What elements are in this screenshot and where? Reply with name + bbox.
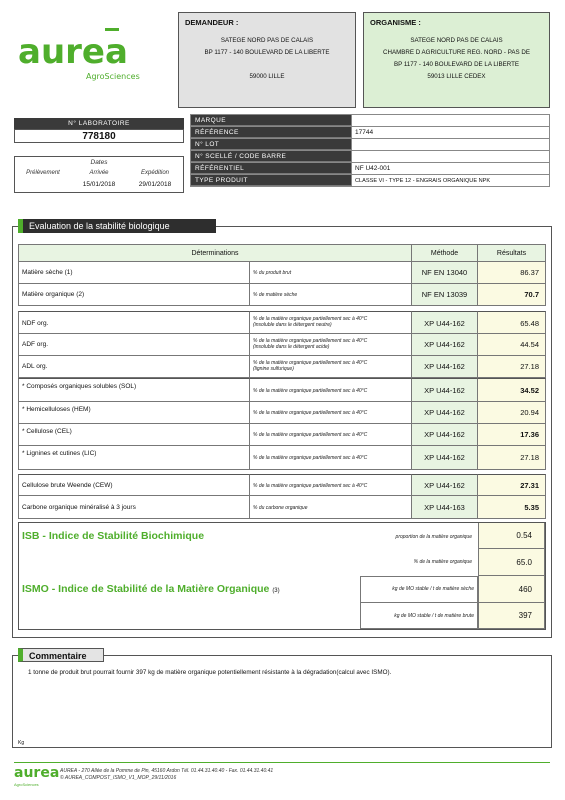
footer-divider bbox=[14, 762, 550, 763]
row-name-cell bbox=[18, 446, 250, 470]
lab-number-label: N° LABORATOIRE bbox=[14, 118, 184, 129]
ismo-unit-2: kg de MO stable / t de matière sèche bbox=[392, 586, 474, 592]
footer-text bbox=[60, 768, 273, 782]
footer-address: AUREA - 270 Allée de la Pomme de Pin, 45160 Ardon Tél. 01.44.31.40.40 - Fax. 01.44.31.40.41 bbox=[60, 768, 274, 774]
row-unit-cell bbox=[250, 424, 412, 446]
product-value: 17744 bbox=[351, 127, 549, 138]
date-value-prelevement bbox=[15, 181, 71, 191]
product-row bbox=[191, 175, 549, 187]
dates-headers bbox=[15, 170, 183, 178]
ismo-unit-3: kg de MO stable / t de matière brute bbox=[394, 613, 474, 619]
row-unit: % de matière sèche bbox=[253, 292, 298, 298]
footer-version: © AUREA_COMPOST_ISMO_V1_MOP_29/11/2016 bbox=[60, 775, 177, 781]
row-name-cell bbox=[18, 378, 250, 402]
product-row bbox=[191, 115, 549, 127]
row-name-cell bbox=[18, 474, 250, 496]
row-unit-cell bbox=[250, 262, 412, 284]
row-name-cell bbox=[18, 424, 250, 446]
row-method: XP U44-163 bbox=[412, 496, 478, 519]
row-name-cell bbox=[18, 496, 250, 519]
ismo-value-3: 397 bbox=[478, 603, 545, 629]
isb-value: 0.54 bbox=[478, 523, 545, 549]
organisme-line: CHAMBRE D AGRICULTURE REG. NORD - PAS DE bbox=[383, 49, 530, 56]
product-value: NF U42-001 bbox=[351, 163, 549, 174]
header-resultats: Résultats bbox=[478, 244, 546, 262]
dates-values bbox=[15, 181, 183, 191]
dates-title: Dates bbox=[90, 159, 108, 166]
dates-box bbox=[14, 156, 184, 193]
row-unit: % de la matière organique partiellement sec à 40°C bbox=[253, 316, 368, 322]
ismo-value-2: 460 bbox=[478, 576, 545, 603]
row-name: Matière organique (2) bbox=[22, 291, 85, 298]
demandeur-box bbox=[178, 12, 356, 108]
row-method: XP U44-162 bbox=[412, 356, 478, 378]
row-method: XP U44-162 bbox=[412, 378, 478, 402]
row-result: 17.36 bbox=[478, 424, 546, 446]
row-unit-detail: (insoluble dans le détergent acide) bbox=[253, 344, 330, 350]
demandeur-line: SATEGE NORD PAS DE CALAIS bbox=[220, 37, 314, 44]
lab-number-value: 778180 bbox=[14, 129, 184, 143]
row-method: XP U44-162 bbox=[412, 334, 478, 356]
row-result: 5.35 bbox=[478, 496, 546, 519]
product-value: CLASSE VI - TYPE 12 - ENGRAIS ORGANIQUE NPK bbox=[351, 175, 549, 186]
product-value bbox=[351, 139, 549, 150]
row-result: 27.31 bbox=[478, 474, 546, 496]
row-unit-cell bbox=[250, 446, 412, 470]
row-result: 20.94 bbox=[478, 402, 546, 424]
organisme-line: BP 1177 - 140 BOULEVARD DE LA LIBERTE bbox=[393, 61, 520, 68]
row-method: NF EN 13039 bbox=[412, 284, 478, 306]
evaluation-title: Evaluation de la stabilité biologique bbox=[18, 219, 216, 233]
row-unit-cell bbox=[250, 496, 412, 519]
row-unit: % du carbone organique bbox=[253, 505, 308, 511]
date-header-arrivee: Arrivée bbox=[89, 170, 109, 176]
demandeur-line bbox=[183, 59, 351, 71]
organisme-line: 59013 LILLE CEDEX bbox=[427, 73, 486, 80]
isb-unit: proportion de la matière organique bbox=[395, 534, 472, 540]
product-key: RÉFÉRENCE bbox=[191, 127, 351, 138]
comment-unit: Kg bbox=[18, 740, 25, 746]
product-value bbox=[351, 151, 549, 162]
row-name-cell bbox=[18, 356, 250, 378]
row-unit: % de la matière organique partiellement sec à 40°C bbox=[253, 483, 368, 489]
organisme-box bbox=[363, 12, 550, 108]
comment-title: Commentaire bbox=[18, 648, 104, 662]
row-unit: % de la matière organique partiellement sec à 40°C bbox=[253, 388, 368, 394]
row-unit-cell bbox=[250, 311, 412, 334]
date-value-expedition: 29/01/2018 bbox=[138, 181, 172, 188]
ismo-unit-1: % de la matière organique bbox=[413, 559, 472, 565]
row-unit-cell bbox=[250, 474, 412, 496]
row-name-cell bbox=[18, 402, 250, 424]
row-name-cell bbox=[18, 262, 250, 284]
date-value-arrivee: 15/01/2018 bbox=[82, 181, 116, 188]
row-unit-cell bbox=[250, 356, 412, 378]
logo-wordmark: aurea bbox=[18, 32, 128, 72]
ismo-note: (3) bbox=[272, 588, 280, 594]
product-key: TYPE PRODUIT bbox=[191, 175, 351, 186]
evaluation-table bbox=[18, 244, 546, 632]
row-name-cell bbox=[18, 284, 250, 306]
organisme-address bbox=[368, 35, 545, 83]
row-unit: % du produit brut bbox=[253, 270, 292, 276]
row-unit-detail: (lignine sulfurique) bbox=[253, 366, 294, 372]
row-name: Cellulose brute Weende (CEW) bbox=[22, 482, 113, 489]
isb-label: ISB - Indice de Stabilité Biochimique bbox=[22, 530, 205, 542]
row-name: ADL org. bbox=[22, 363, 48, 370]
product-row bbox=[191, 163, 549, 175]
date-header-expedition: Expédition bbox=[140, 170, 170, 176]
product-value bbox=[351, 115, 549, 126]
footer-logo: aurea bbox=[14, 765, 60, 781]
row-name: * Lignines et cutines (LIC) bbox=[22, 450, 97, 457]
comment-text: 1 tonne de produit brut pourrait fournir 397 kg de matière organique potentiellement résistante à la dégradation(calcul avec ISMO). bbox=[28, 669, 392, 676]
product-info-table bbox=[190, 114, 550, 187]
row-method: XP U44-162 bbox=[412, 424, 478, 446]
row-method: XP U44-162 bbox=[412, 474, 478, 496]
product-key: MARQUE bbox=[191, 115, 351, 126]
row-name: Matière sèche (1) bbox=[22, 269, 73, 276]
row-result: 44.54 bbox=[478, 334, 546, 356]
demandeur-address bbox=[183, 35, 351, 83]
date-header-prelevement: Prélèvement bbox=[26, 170, 60, 176]
organisme-line: SATEGE NORD PAS DE CALAIS bbox=[410, 37, 503, 44]
row-unit: % de la matière organique partiellement sec à 40°C bbox=[253, 338, 368, 344]
demandeur-title: DEMANDEUR : bbox=[185, 18, 239, 27]
row-unit-cell bbox=[250, 284, 412, 306]
row-name: ADF org. bbox=[22, 341, 49, 348]
ismo-label-text: ISMO - Indice de Stabilité de la Matière Organique bbox=[22, 583, 270, 595]
header-determinations: Déterminations bbox=[18, 244, 412, 262]
row-unit: % de la matière organique partiellement sec à 40°C bbox=[253, 360, 368, 366]
row-unit-cell bbox=[250, 334, 412, 356]
product-row bbox=[191, 127, 549, 139]
row-name: Carbone organique minéralisé à 3 jours bbox=[22, 504, 136, 511]
product-row bbox=[191, 139, 549, 151]
row-result: 27.18 bbox=[478, 356, 546, 378]
demandeur-line: 59000 LILLE bbox=[249, 73, 285, 80]
logo-subtitle: AgroSciences bbox=[86, 72, 140, 81]
row-name: NDF org. bbox=[22, 320, 49, 327]
row-result: 86.37 bbox=[478, 262, 546, 284]
row-unit: % de la matière organique partiellement sec à 40°C bbox=[253, 432, 368, 438]
row-method: XP U44-162 bbox=[412, 446, 478, 470]
row-result: 34.52 bbox=[478, 378, 546, 402]
product-row bbox=[191, 151, 549, 163]
row-method: NF EN 13040 bbox=[412, 262, 478, 284]
ismo-label bbox=[22, 583, 280, 595]
row-unit: % de la matière organique partiellement sec à 40°C bbox=[253, 410, 368, 416]
row-name: * Hemicelluloses (HEM) bbox=[22, 406, 91, 413]
row-method: XP U44-162 bbox=[412, 402, 478, 424]
row-name: * Cellulose (CEL) bbox=[22, 428, 72, 435]
ismo-value-1: 65.0 bbox=[478, 549, 545, 576]
row-result: 65.48 bbox=[478, 311, 546, 334]
footer-logo-subtitle: AgroSciences bbox=[14, 782, 39, 787]
demandeur-line: BP 1177 - 140 BOULEVARD DE LA LIBERTE bbox=[204, 49, 330, 56]
aurea-logo bbox=[18, 28, 168, 88]
row-name-cell bbox=[18, 334, 250, 356]
organisme-title: ORGANISME : bbox=[370, 18, 421, 27]
product-key: N° SCELLÉ / CODE BARRE bbox=[191, 151, 351, 162]
row-unit: % de la matière organique partiellement sec à 40°C bbox=[253, 455, 368, 461]
row-unit-cell bbox=[250, 402, 412, 424]
row-result: 70.7 bbox=[478, 284, 546, 306]
product-key: N° LOT bbox=[191, 139, 351, 150]
product-key: RÉFÉRENTIEL bbox=[191, 163, 351, 174]
row-unit-detail: (insoluble dans le détergent neutre) bbox=[253, 322, 332, 328]
row-result: 27.18 bbox=[478, 446, 546, 470]
row-name: * Composés organiques solubles (SOL) bbox=[22, 383, 137, 390]
row-name-cell bbox=[18, 311, 250, 334]
header-methode: Méthode bbox=[412, 244, 478, 262]
logo-accent-bar bbox=[105, 28, 119, 31]
row-method: XP U44-162 bbox=[412, 311, 478, 334]
row-unit-cell bbox=[250, 378, 412, 402]
